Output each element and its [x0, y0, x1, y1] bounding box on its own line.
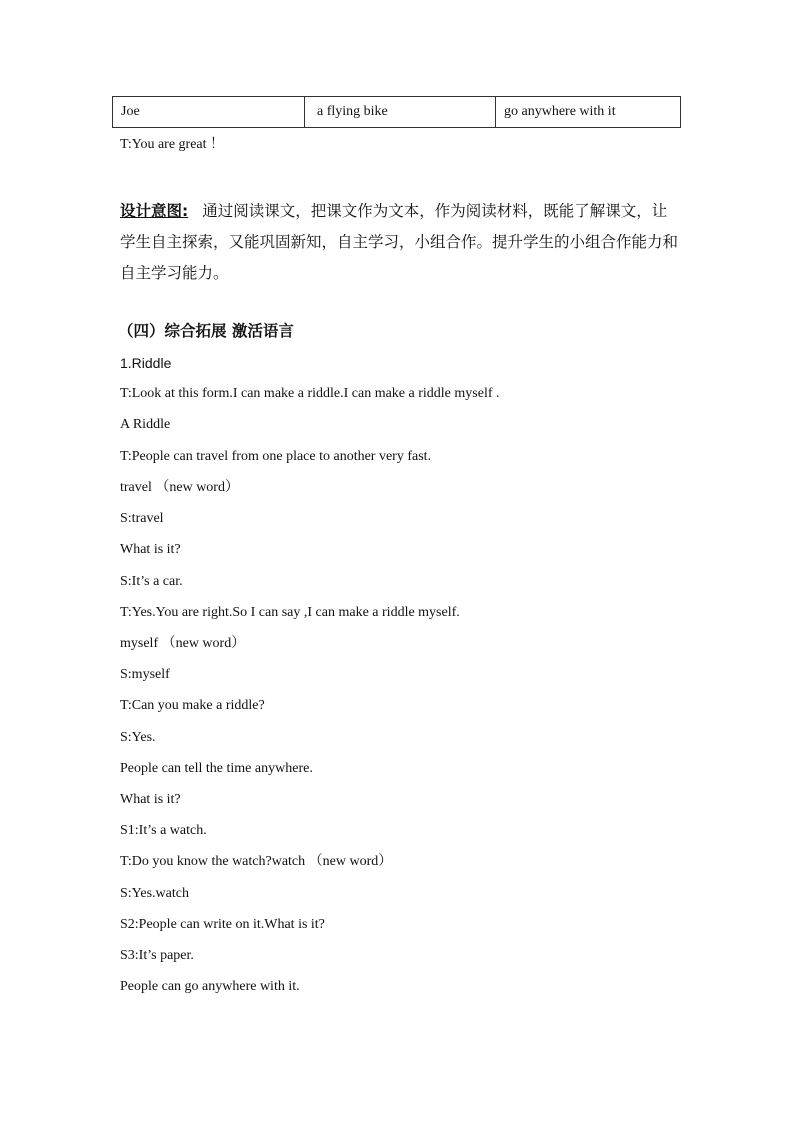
dialogue-line: myself （new word）: [120, 636, 246, 651]
table-row: [113, 97, 681, 128]
vocabulary-table: [112, 96, 681, 128]
dialogue-line: S2:People can write on it.What is it?: [120, 917, 325, 932]
dialogue-line: What is it?: [120, 792, 181, 807]
dialogue-line: T:Can you make a riddle?: [120, 698, 265, 713]
dialogue-line: S:It’s a car.: [120, 574, 183, 589]
teacher-praise-line: T:You are great ！: [120, 137, 225, 152]
dialogue-line: S1:It’s a watch.: [120, 823, 207, 838]
design-intent-paragraph: [120, 196, 680, 289]
dialogue-line: T:People can travel from one place to another very fast.: [120, 449, 432, 464]
dialogue-line: People can tell the time anywhere.: [120, 761, 313, 776]
dialogue-line: S3:It’s paper.: [120, 948, 194, 963]
table-cell: a flying bike: [305, 97, 496, 128]
dialogue-line: 1.Riddle: [120, 355, 172, 371]
dialogue-line: What is it?: [120, 542, 181, 557]
table-cell: go anywhere with it: [496, 97, 681, 128]
dialogue-line: T:Look at this form.I can make a riddle.I can make a riddle myself .: [120, 386, 500, 401]
table-cell: Joe: [113, 97, 305, 128]
dialogue-line: S:Yes.: [120, 730, 156, 745]
design-intent-text: 通过阅读课文，把课文作为文本，作为阅读材料，既能了解课文，让学生自主探索，又能巩固新知，自主学习，小组合作。提升学生的小组合作能力和自主学习能力。: [120, 202, 679, 282]
dialogue-line: S:travel: [120, 511, 164, 526]
dialogue-line: travel （new word）: [120, 480, 239, 495]
dialogue-line: A Riddle: [120, 417, 171, 432]
design-intent-label: 设计意图:: [120, 202, 189, 220]
dialogue-line: T:Yes.You are right.So I can say ,I can make a riddle myself.: [120, 605, 460, 620]
dialogue-line: S:myself: [120, 667, 170, 682]
dialogue-line: People can go anywhere with it.: [120, 979, 300, 994]
dialogue-line: S:Yes.watch: [120, 886, 189, 901]
section-heading: （四）综合拓展 激活语言: [118, 322, 294, 340]
dialogue-line: T:Do you know the watch?watch （new word）: [120, 854, 393, 869]
